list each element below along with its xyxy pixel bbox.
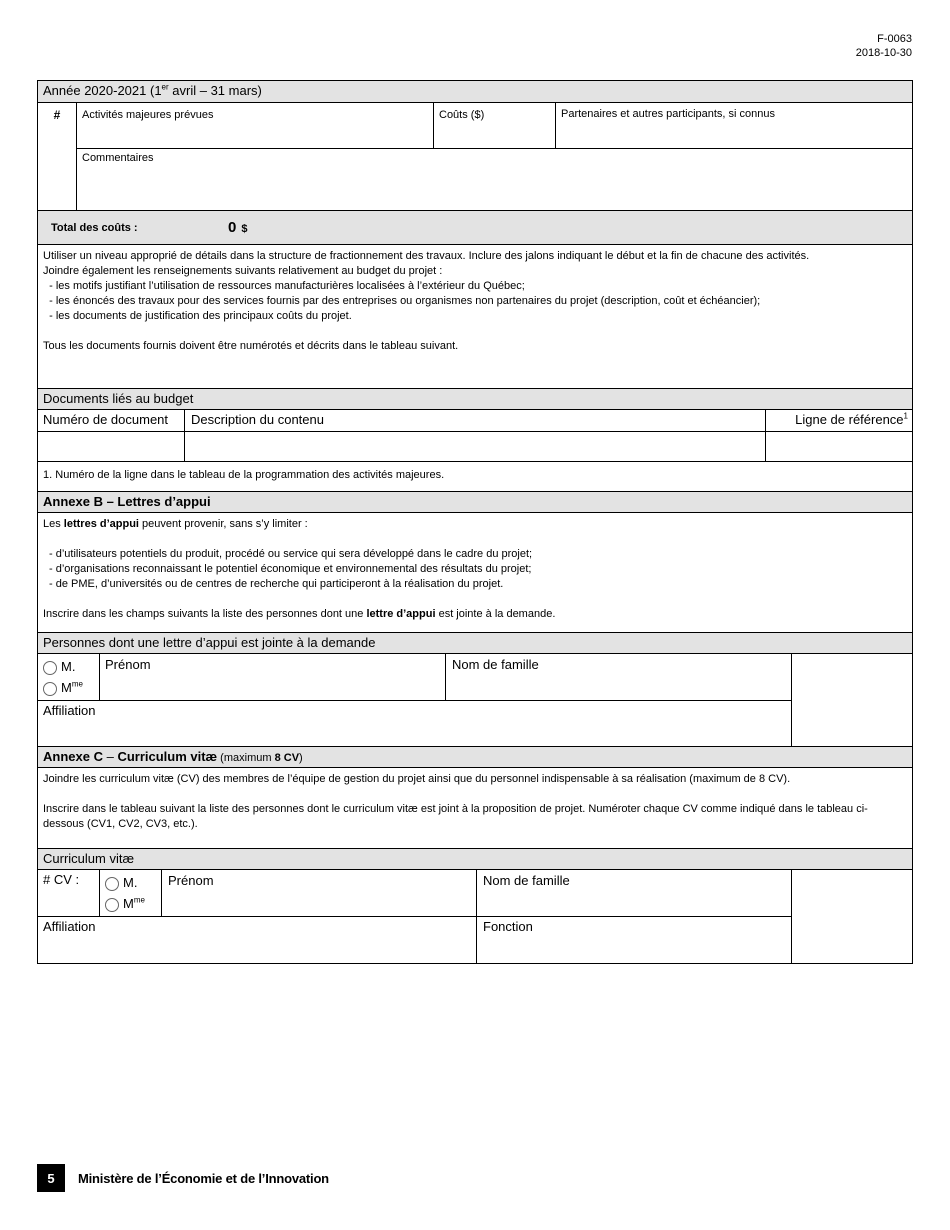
annex-b-title: Annexe B – Lettres d’appui	[38, 492, 912, 513]
year-title-suffix: avril – 31 mars)	[168, 83, 262, 98]
annex-c-para-2: Inscrire dans le tableau suivant la liste des personnes dont le curriculum vitæ est joint à la proposition de projet. Numéroter chaque CV comme indiqué dans le tableau ci-dessous (CV1, CV2, CV3, etc.).	[43, 803, 868, 830]
annex-b-outro-post: est jointe à la demande.	[435, 608, 556, 620]
activities-field[interactable]	[77, 103, 434, 148]
cv-function-field[interactable]	[477, 917, 791, 963]
radio-m-circle[interactable]	[43, 661, 57, 675]
persons-extra-cell[interactable]	[792, 654, 912, 746]
footnote-text: Numéro de la ligne dans le tableau de la programmation des activités majeures.	[52, 469, 445, 481]
doc-description-input[interactable]	[185, 432, 766, 461]
footnote-number: 1.	[43, 469, 53, 481]
cv-last-name-field[interactable]	[477, 870, 791, 916]
instructions-bullet-3: - les documents de justification des principaux coûts du projet.	[43, 310, 352, 322]
cv-radio-m-label: M.	[123, 875, 138, 890]
budget-instructions	[38, 245, 912, 389]
total-costs-unit: $	[241, 223, 248, 235]
partners-field[interactable]	[556, 103, 912, 148]
annex-c-title	[38, 747, 912, 768]
annex-b-bullet-2: - d’organisations reconnaissant le potentiel économique et environnemental des résultats du projet;	[49, 563, 532, 575]
form-header	[856, 32, 912, 60]
salutation-group	[38, 654, 100, 700]
instructions-bullet-1: - les motifs justifiant l’utilisation de ressources manufacturières localisées à l’extérieur du Québec;	[43, 280, 525, 292]
form-date: 2018-10-30	[855, 47, 912, 59]
affiliation-label: Affiliation	[43, 703, 96, 718]
annex-c-small-pre: (maximum	[217, 752, 275, 764]
annex-c-title-small	[217, 752, 303, 764]
instructions-line-1: Utiliser un niveau approprié de détails dans la structure de fractionnement des travaux. Inclure des jalons indiquant le début et la fin de chacune des activités.	[43, 250, 810, 262]
last-name-field[interactable]	[446, 654, 791, 700]
activities-label: Activités majeures prévues	[82, 109, 214, 121]
cv-title: Curriculum vitæ	[38, 849, 912, 870]
budget-docs-title: Documents liés au budget	[38, 389, 912, 410]
annex-b-bullet-3: - de PME, d’universités ou de centres de recherche qui participeront à la réalisation du projet.	[49, 578, 504, 590]
instructions-line-3: Tous les documents fournis doivent être numérotés et décrits dans le tableau suivant.	[43, 340, 459, 352]
cv-radio-mme-circle[interactable]	[105, 898, 119, 912]
cv-first-name-label: Prénom	[168, 873, 214, 888]
activities-table	[38, 103, 912, 211]
persons-table	[38, 654, 912, 747]
affiliation-field[interactable]	[38, 701, 791, 746]
annex-b-intro	[43, 517, 907, 532]
cv-affiliation-label: Affiliation	[43, 919, 96, 934]
instructions-line-2: Joindre également les renseignements suivants relativement au budget du projet :	[43, 265, 443, 277]
cv-last-name-label: Nom de famille	[483, 873, 570, 888]
ministry-name: Ministère de l’Économie et de l’Innovation	[78, 1170, 329, 1186]
cv-extra-cell[interactable]	[792, 870, 912, 963]
annex-c-para-1: Joindre les curriculum vitæ (CV) des membres de l’équipe de gestion du projet ainsi que du personnel indispensable à sa réalisation (maximum de 8 CV).	[43, 773, 791, 785]
instructions-bullet-2: - les énoncés des travaux pour des services fournis par des entreprises ou organismes non partenaires du projet (description, coût et échéancier);	[43, 295, 761, 307]
cv-function-label: Fonction	[483, 919, 533, 934]
cv-salutation-group	[100, 870, 162, 916]
partners-label: Partenaires et autres participants, si connus	[561, 108, 776, 120]
last-name-label: Nom de famille	[452, 657, 539, 672]
page-footer	[37, 1164, 329, 1192]
annex-c-title-bold2: Curriculum vitæ	[117, 749, 218, 764]
doc-reference-input[interactable]	[766, 432, 912, 461]
annex-b-outro-pre: Inscrire dans les champs suivants la liste des personnes dont une	[43, 608, 367, 620]
annex-b-outro-bold: lettre d’appui	[366, 608, 436, 620]
annex-b-text	[38, 513, 912, 633]
cv-radio-mme-label: M	[123, 896, 134, 911]
radio-m-label: M.	[61, 659, 76, 674]
annex-b-intro-pre: Les	[43, 518, 64, 530]
total-costs-row	[38, 211, 912, 245]
annex-b-intro-post: peuvent provenir, sans s’y limiter :	[138, 518, 308, 530]
annex-c-title-bold: Annexe C	[43, 749, 103, 764]
radio-mme-sup: me	[71, 679, 83, 689]
radio-m[interactable]	[43, 656, 94, 677]
year-section-title	[38, 81, 912, 103]
budget-docs-entry-row	[38, 432, 912, 462]
doc-number-input[interactable]	[38, 432, 185, 461]
total-costs-value-wrap	[228, 219, 248, 236]
annex-c-small-bold: 8 CV	[274, 752, 300, 764]
first-name-label: Prénom	[105, 657, 151, 672]
cv-radio-m-circle[interactable]	[105, 877, 119, 891]
annex-b-intro-bold: lettres d’appui	[63, 518, 139, 530]
cv-radio-mme[interactable]	[105, 893, 156, 914]
page-number: 5	[37, 1164, 65, 1192]
cv-first-name-field[interactable]	[162, 870, 477, 916]
doc-reference-header	[766, 410, 912, 431]
costs-label: Coûts ($)	[439, 109, 485, 121]
comments-field[interactable]	[77, 149, 912, 210]
annex-b-bullet-1: - d’utilisateurs potentiels du produit, procédé ou service qui sera développé dans le cadre du projet;	[49, 548, 533, 560]
form-code: F-0063	[877, 33, 912, 45]
annex-c-text	[38, 768, 912, 849]
budget-docs-header	[38, 410, 912, 432]
persons-title: Personnes dont une lettre d’appui est jointe à la demande	[38, 633, 912, 654]
cv-table	[38, 870, 912, 963]
radio-mme[interactable]	[43, 677, 94, 698]
cv-number-field[interactable]	[38, 870, 100, 916]
doc-reference-label: Ligne de référence	[795, 412, 904, 427]
doc-reference-sup: 1	[903, 411, 908, 421]
doc-description-header: Description du contenu	[185, 410, 766, 431]
comments-label: Commentaires	[82, 152, 154, 164]
year-title-prefix: Année 2020-2021 (1	[43, 83, 162, 98]
costs-field[interactable]	[434, 103, 556, 148]
cv-radio-m[interactable]	[105, 872, 156, 893]
form-body	[37, 80, 913, 964]
year-title-sup: er	[161, 82, 169, 92]
total-costs-value: 0	[228, 219, 237, 236]
annex-b-outro	[43, 607, 907, 622]
budget-footnote	[38, 462, 912, 492]
cv-number-label: # CV :	[43, 872, 80, 887]
radio-mme-label: M	[61, 680, 72, 695]
total-costs-label: Total des coûts :	[51, 221, 138, 234]
col-hash: #	[38, 103, 77, 210]
doc-number-header: Numéro de document	[38, 410, 185, 431]
annex-c-title-dash: –	[102, 749, 118, 764]
annex-c-small-post: )	[299, 752, 303, 764]
radio-mme-circle[interactable]	[43, 682, 57, 696]
cv-affiliation-field[interactable]	[38, 917, 477, 963]
cv-radio-mme-sup: me	[133, 895, 145, 905]
first-name-field[interactable]	[100, 654, 446, 700]
